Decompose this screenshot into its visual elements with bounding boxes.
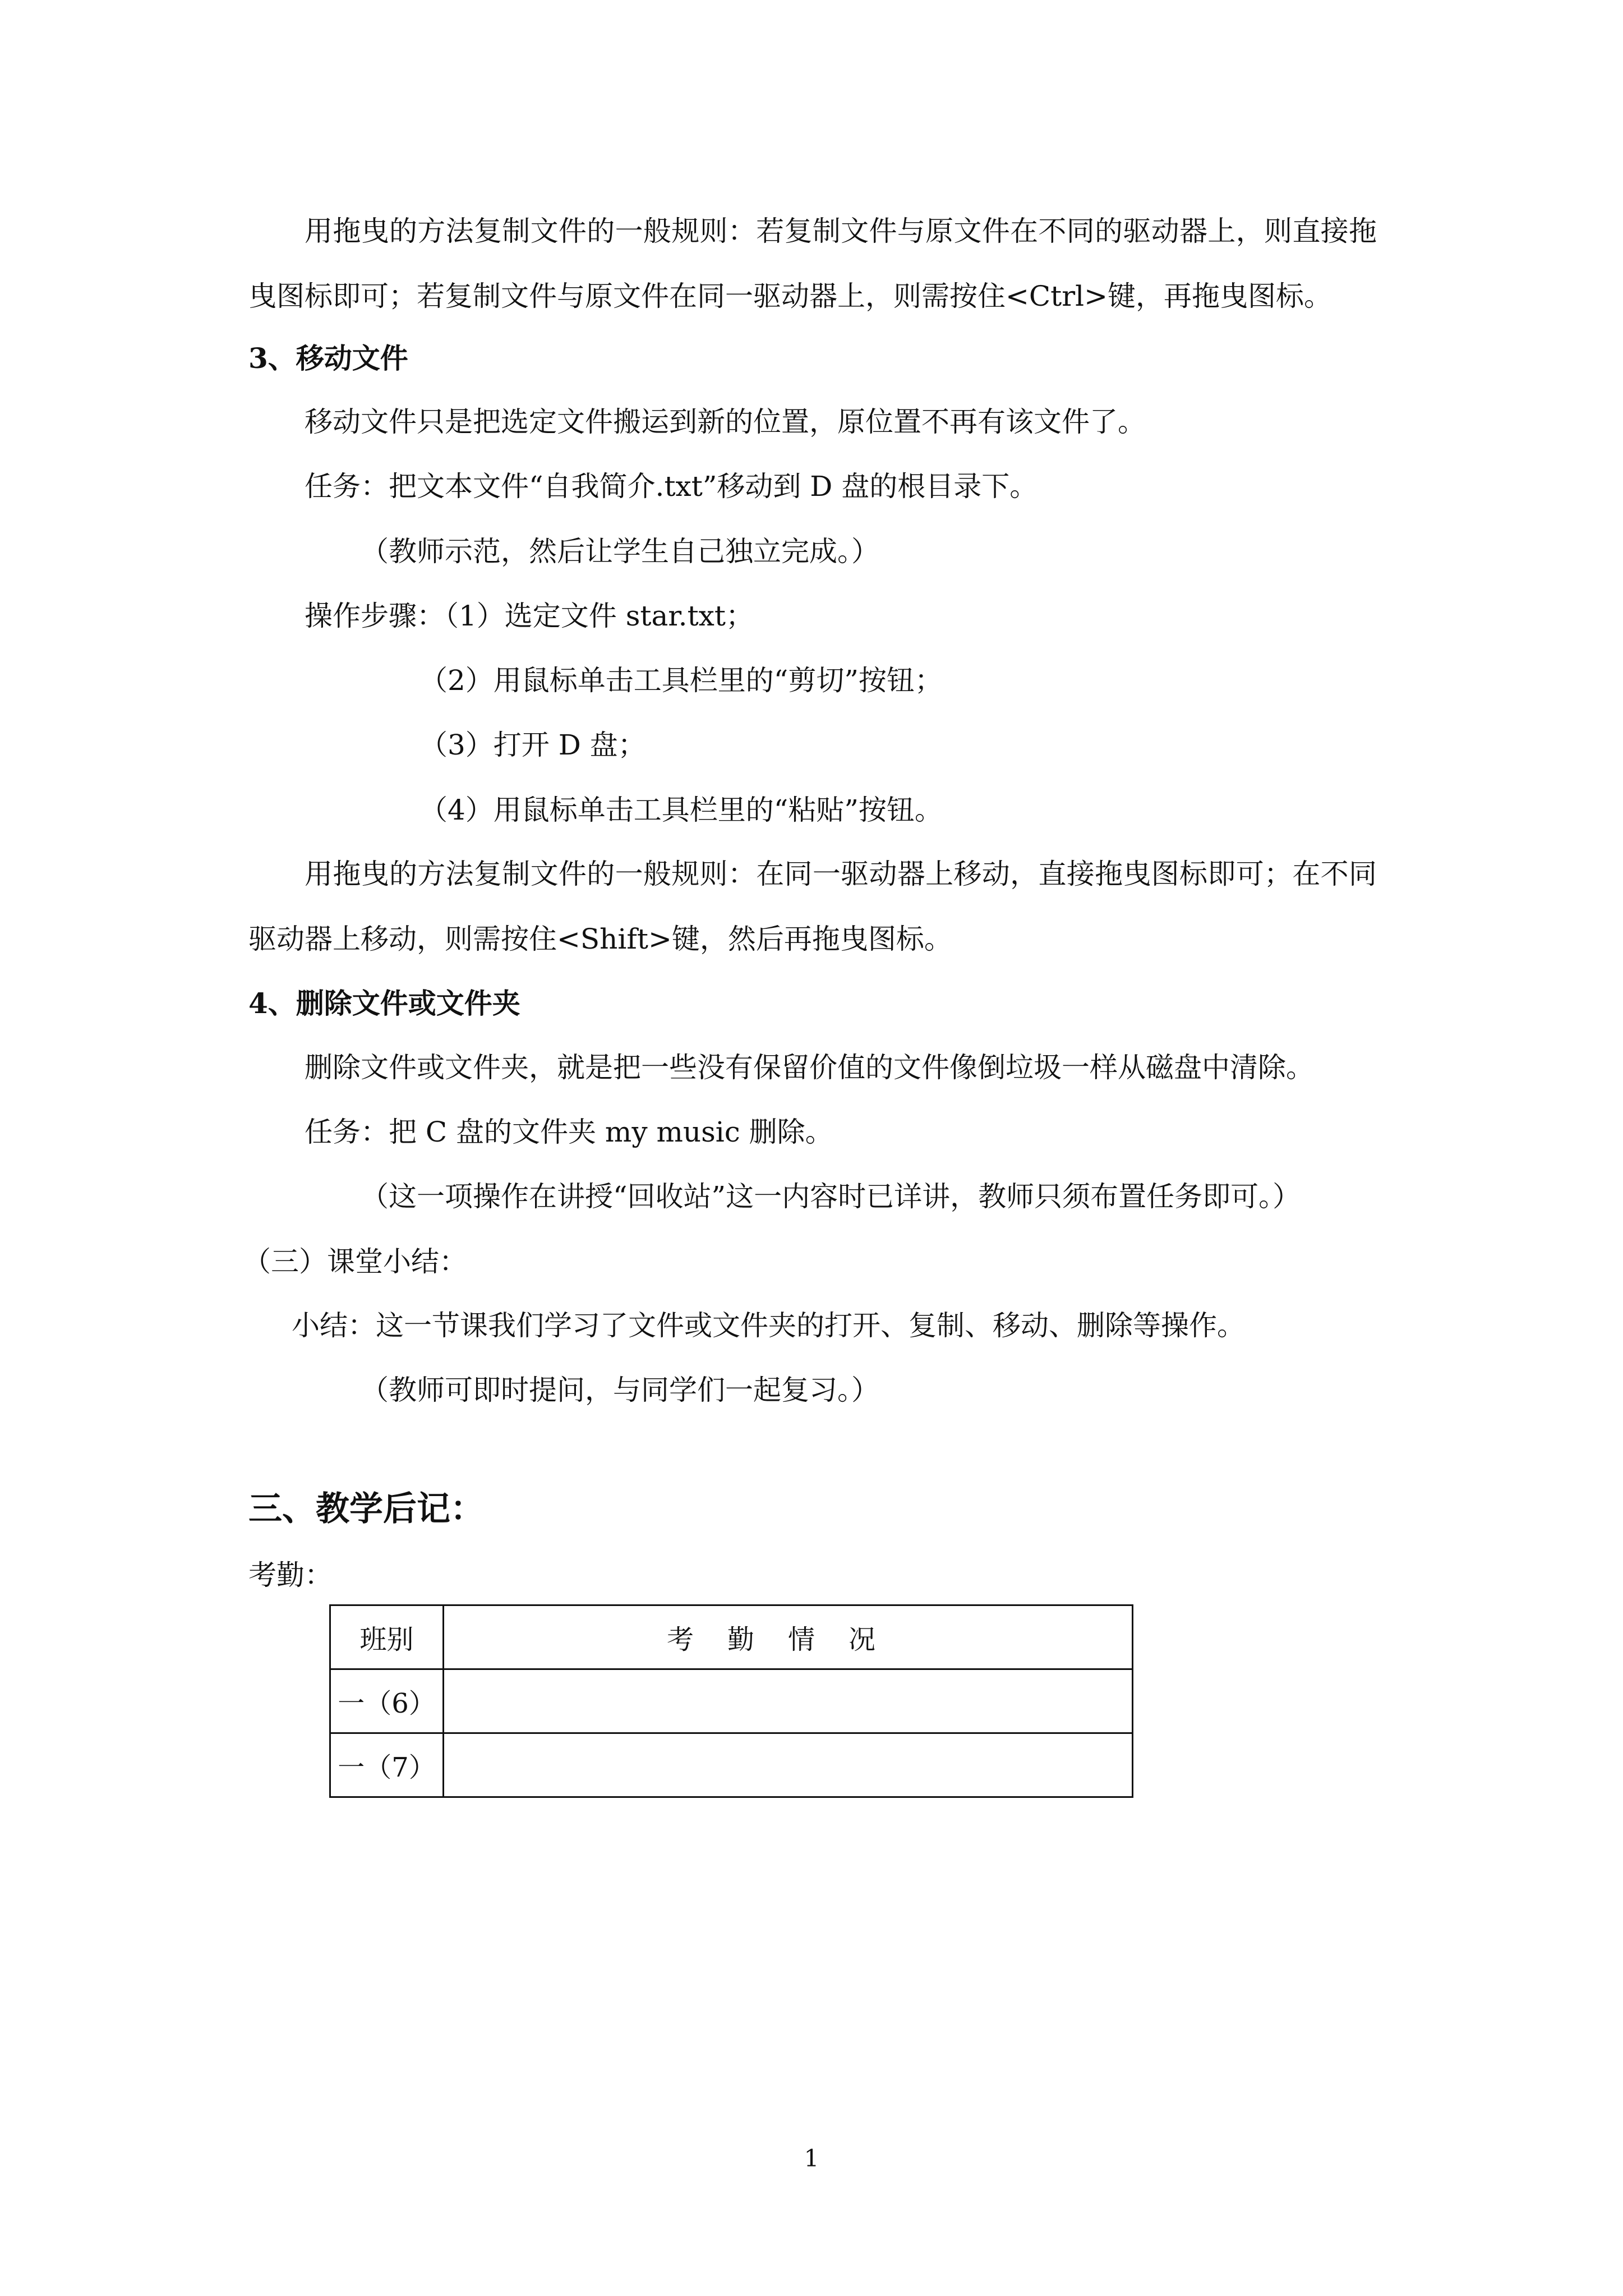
step-item: （4）用鼠标单击工具栏里的“粘贴”按钮。 — [419, 794, 943, 826]
summary-heading: （三）课堂小结： — [243, 1245, 467, 1278]
table-header-row — [330, 1605, 1133, 1669]
table-cell-attendance[interactable] — [444, 1669, 1133, 1733]
paragraph-line: 驱动器上移动，则需按住<Shift>键，然后再拖曳图标。 — [248, 923, 952, 955]
paragraph-line: 用拖曳的方法复制文件的一般规则：若复制文件与原文件在不同的驱动器上，则直接拖 — [305, 215, 1377, 247]
teacher-note: （教师可即时提问，与同学们一起复习。） — [361, 1374, 879, 1406]
steps-label: 操作步骤：（1）选定文件 star.txt； — [305, 600, 754, 632]
paragraph-line: 用拖曳的方法复制文件的一般规则：在同一驱动器上移动，直接拖曳图标即可；在不同 — [305, 858, 1377, 890]
task-line: 任务：把 C 盘的文件夹 my music 删除。 — [305, 1116, 833, 1148]
teacher-note: （教师示范，然后让学生自己独立完成。） — [361, 535, 879, 568]
paragraph-line: 移动文件只是把选定文件搬运到新的位置，原位置不再有该文件了。 — [305, 406, 1146, 438]
attendance-label: 考勤： — [248, 1559, 333, 1591]
page-number: 1 — [804, 2145, 819, 2172]
teacher-note: （这一项操作在讲授“回收站”这一内容时已详讲，教师只须布置任务即可。） — [361, 1180, 1301, 1213]
section-heading-move-file: 3、移动文件 — [248, 342, 408, 375]
step-item: （3）打开 D 盘； — [419, 729, 646, 761]
table-cell-class: 一（6） — [330, 1669, 444, 1733]
postscript-heading: 三、教学后记： — [248, 1489, 484, 1529]
table-header-class: 班别 — [330, 1605, 444, 1669]
paragraph-line: 曳图标即可；若复制文件与原文件在同一驱动器上，则需按住<Ctrl>键，再拖曳图标。 — [248, 280, 1332, 312]
table-row — [330, 1733, 1133, 1797]
summary-text: 小结：这一节课我们学习了文件或文件夹的打开、复制、移动、删除等操作。 — [292, 1309, 1245, 1342]
paragraph-line: 删除文件或文件夹，就是把一些没有保留价值的文件像倒垃圾一样从磁盘中清除。 — [305, 1051, 1314, 1084]
attendance-table — [329, 1604, 1133, 1798]
section-heading-delete-file: 4、删除文件或文件夹 — [248, 987, 520, 1020]
table-header-attendance: 考勤情况 — [444, 1605, 1133, 1669]
table-cell-attendance[interactable] — [444, 1733, 1133, 1797]
table-row — [330, 1669, 1133, 1733]
step-item: （2）用鼠标单击工具栏里的“剪切”按钮； — [419, 664, 943, 697]
task-line: 任务：把文本文件“自我简介.txt”移动到 D 盘的根目录下。 — [305, 470, 1038, 503]
table-cell-class: 一（7） — [330, 1733, 444, 1797]
